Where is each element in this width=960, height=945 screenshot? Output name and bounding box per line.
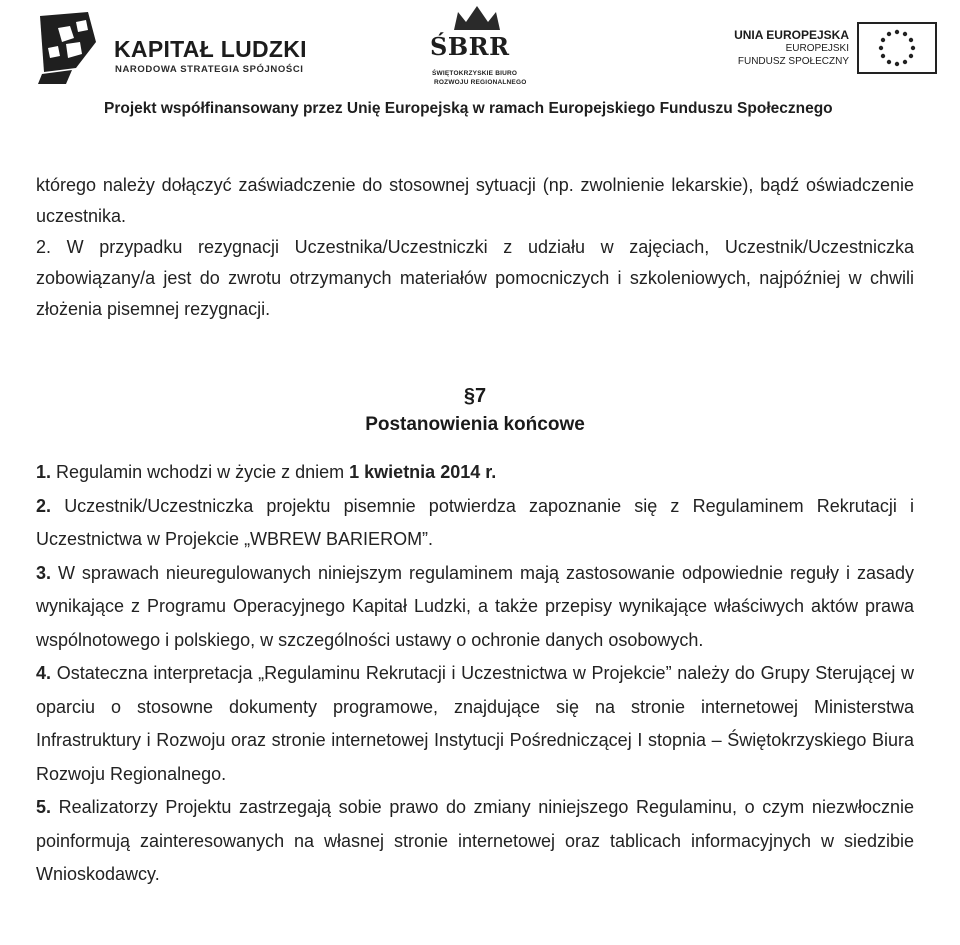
kapital-ludzki-logo	[36, 8, 316, 88]
eu-line-1: UNIA EUROPEJSKA	[734, 28, 849, 42]
item-text: Regulamin wchodzi w życie z dniem	[56, 462, 350, 482]
item-text: Realizatorzy Projektu zastrzegają sobie prawo do zmiany niniejszego Regulaminu, o czym niezwłocznie poinformują zainteresowanych na własnej stronie internetowej oraz tablicach informacyjnych w siedzibie Wnioskodawcy.	[36, 797, 914, 884]
item-number: 5.	[36, 797, 52, 817]
item-text: W przypadku rezygnacji Uczestnika/Uczestniczki z udziału w zajęciach, Uczestnik/Uczestniczka zobowiązany/a jest do zwrotu otrzymanych materiałów pomocniczych i szkoleniowych, najpóźniej w chwili złożenia pisemnej rezygnacji.	[36, 237, 914, 319]
item-text: W sprawach nieuregulowanych niniejszym regulaminem mają zastosowanie odpowiednie reguły i zasady wynikające z Programu Operacyjnego Kapitał Ludzki, a także przepisy wynikające właściwych aktów prawa wspólnotowego i polskiego, w szczególności ustawy o ochronie danych osobowych.	[36, 562, 914, 650]
resignation-item	[36, 232, 914, 325]
sbrr-subtitle-2: ROZWOJU REGIONALNEGO	[434, 79, 527, 86]
page-header	[0, 0, 960, 130]
section-title: Postanowienia końcowe	[365, 414, 585, 435]
item-number: 2.	[36, 495, 52, 516]
item-number: 3.	[36, 562, 52, 583]
eu-line-2: EUROPEJSKI	[785, 43, 849, 54]
document-body	[36, 170, 914, 892]
eu-flag-icon	[857, 22, 937, 74]
sbrr-logo	[418, 4, 538, 90]
item-number: 1.	[36, 462, 52, 482]
list-item	[36, 456, 914, 490]
eu-line-3: FUNDUSZ SPOŁECZNY	[737, 56, 849, 67]
sbrr-name: ŚBRR	[430, 32, 510, 61]
section-symbol: §7	[463, 385, 487, 407]
sbrr-subtitle-1: ŚWIĘTOKRZYSKIE BIURO	[432, 70, 518, 77]
final-provisions-list	[36, 456, 914, 892]
kapital-ludzki-title: KAPITAŁ LUDZKI	[114, 36, 307, 62]
list-item	[36, 791, 914, 892]
item-text: Ostateczna interpretacja „Regulaminu Rekrutacji i Uczestnictwa w Projekcie” należy do Grupy Sterującej w oparciu o stosowne dokumenty programowe, znajdujące się na stronie internetowej Ministerstwa Infrastruktury i Rozwoju oraz stronie internetowej Instytucji Pośredniczącej I stopnia – Świętokrzyskiego Biura Rozwoju Regionalnego.	[36, 663, 914, 784]
list-item	[36, 490, 914, 557]
list-item	[36, 557, 914, 658]
item-text: Uczestnik/Uczestniczka projektu pisemnie potwierdza zapoznanie się z Regulaminem Rekrutacji i Uczestnictwa w Projekcie „WBREW BARIEROM”.	[36, 495, 914, 549]
continuation-paragraph: którego należy dołączyć zaświadczenie do stosownej sytuacji (np. zwolnienie lekarskie), bądź oświadczenie uczestnika.	[36, 175, 914, 226]
kapital-ludzki-subtitle: NARODOWA STRATEGIA SPÓJNOŚCI	[115, 64, 304, 75]
eu-logo	[734, 22, 945, 82]
kapital-ludzki-emblem-icon	[36, 8, 108, 86]
project-tagline: Projekt współfinansowany przez Unię Europejską w ramach Europejskiego Funduszu Społecznego	[104, 100, 833, 117]
list-item	[36, 657, 914, 791]
item-number: 2.	[36, 237, 52, 257]
sbrr-crown-icon	[452, 4, 502, 30]
item-date: 1 kwietnia 2014 r.	[349, 462, 497, 482]
item-number: 4.	[36, 663, 52, 683]
